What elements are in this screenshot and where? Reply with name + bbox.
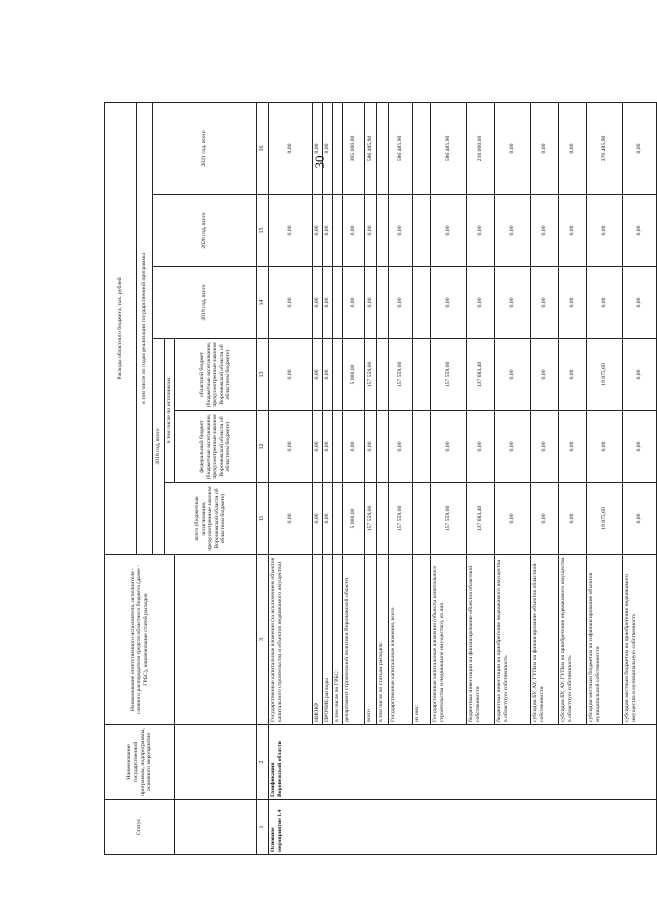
cell-y2021: 586 485,90	[389, 102, 413, 194]
cell-total: 0,00	[323, 483, 333, 555]
row-label: бюджетные инвестиции на приобретение недвижимого имущества в областную собственность	[495, 555, 531, 725]
column-number: 13	[257, 339, 269, 411]
column-number: 11	[257, 483, 269, 555]
column-number: 3	[257, 555, 269, 725]
row-label: Государственные капитальные вложения, всего	[389, 555, 413, 725]
row-label: в том числе по ГРБС:	[333, 555, 343, 725]
cell-y2020: 0,00	[269, 195, 313, 267]
cell-y2019: 0,00	[365, 267, 377, 339]
row-label: Государственные капитальные вложения (объекты капитального строительства и недвижимое имущество), из них	[431, 555, 467, 725]
cell-regional: 0,00	[313, 339, 323, 411]
cell-y2020: 0,00	[313, 195, 323, 267]
row-label: НИОКР	[313, 555, 323, 725]
column-number: 2	[257, 725, 269, 800]
budget-table	[104, 102, 657, 855]
row-label: бюджетные инвестиции на финансирование объектов областной собственности	[467, 555, 495, 725]
header-sources: в том числе по источникам	[165, 339, 175, 483]
header-2020: 2020 год, всего	[153, 195, 257, 267]
cell-federal	[333, 411, 343, 483]
cell-total	[377, 483, 389, 555]
header-status: Статус	[105, 800, 175, 855]
cell-y2020: 0,00	[559, 195, 587, 267]
cell-total: 0,00	[559, 483, 587, 555]
cell-y2019: 0,00	[343, 267, 365, 339]
row-label: в том числе по статьям расходов:	[377, 555, 389, 725]
cell-total: 0,00	[495, 483, 531, 555]
header-executor: Наименование ответственного исполнителя, исполнителя - главного распорядителя средств областного бюджета (далее - ГРБС), наименование статей расходов	[105, 555, 175, 725]
column-number: 12	[257, 411, 269, 483]
cell-total: 0,00	[623, 483, 657, 555]
cell-y2021: 0,00	[559, 102, 587, 194]
cell-federal	[377, 411, 389, 483]
cell-y2020: 0,00	[495, 195, 531, 267]
cell-y2021: 305 000,00	[343, 102, 365, 194]
cell-federal: 0,00	[431, 411, 467, 483]
cell-regional: 157 559,00	[365, 339, 377, 411]
cell-y2020: 0,00	[587, 195, 623, 267]
cell-regional: 5 000,00	[343, 339, 365, 411]
cell-regional: 157 559,00	[431, 339, 467, 411]
cell-y2019: 0,00	[389, 267, 413, 339]
cell-y2021: 586 485,90	[431, 102, 467, 194]
activity-status: Основное мероприятие 1.4	[269, 800, 657, 855]
table-row	[269, 102, 313, 854]
cell-total: 137 683,40	[467, 483, 495, 555]
cell-regional: 0,00	[323, 339, 333, 411]
cell-total: 0,00	[531, 483, 559, 555]
cell-y2019	[377, 267, 389, 339]
cell-regional: 137 683,40	[467, 339, 495, 411]
cell-federal: 0,00	[365, 411, 377, 483]
cell-regional: 0,00	[623, 339, 657, 411]
header-2021: 2021 год, всего	[153, 102, 257, 194]
header-col-federal: федеральный бюджет (бюджетные ассигнования, предусмотренные законом Воронежской области об областном бюджете)	[175, 411, 257, 483]
header-col-regional: областной бюджет (бюджетные ассигнования, предусмотренные законом Воронежской области об областном бюджете)	[175, 339, 257, 411]
cell-y2019: 0,00	[323, 267, 333, 339]
cell-y2019: 0,00	[495, 267, 531, 339]
cell-total	[413, 483, 431, 555]
cell-regional	[333, 339, 343, 411]
cell-y2019: 0,00	[559, 267, 587, 339]
cell-regional	[377, 339, 389, 411]
cell-y2019: 0,00	[431, 267, 467, 339]
header-filler	[175, 725, 257, 800]
column-number: 1	[257, 800, 269, 855]
cell-y2019: 0,00	[623, 267, 657, 339]
cell-federal: 0,00	[531, 411, 559, 483]
header-budget-subgroup: в том числе по годам реализации государственной программы	[137, 102, 153, 554]
header-2019: 2019 год, всего	[153, 267, 257, 339]
budget-table-sheet	[104, 103, 643, 855]
cell-federal: 0,00	[269, 411, 313, 483]
cell-total: 19 875,60	[587, 483, 623, 555]
cell-y2021	[377, 102, 389, 194]
cell-y2021	[413, 102, 431, 194]
cell-y2020: 0,00	[467, 195, 495, 267]
column-number: 16	[257, 102, 269, 194]
cell-regional: 19 875,60	[587, 339, 623, 411]
cell-total: 0,00	[313, 483, 323, 555]
row-label: субсидии местным бюджетам на приобретение недвижимого имущества в муниципальную собственность	[623, 555, 657, 725]
column-number: 14	[257, 267, 269, 339]
cell-y2021: 0,00	[495, 102, 531, 194]
cell-federal: 0,00	[587, 411, 623, 483]
cell-y2019	[333, 267, 343, 339]
cell-y2020: 0,00	[431, 195, 467, 267]
header-2018: 2018 год, всего	[153, 339, 165, 555]
cell-total: 0,00	[269, 483, 313, 555]
cell-y2019: 0,00	[313, 267, 323, 339]
cell-regional: 0,00	[559, 339, 587, 411]
cell-y2020	[333, 195, 343, 267]
cell-y2020: 0,00	[343, 195, 365, 267]
column-number: 15	[257, 195, 269, 267]
header-program-name: Наименование государственной программы, подпрограммы, основного мероприятия	[105, 725, 175, 800]
header-filler	[175, 555, 257, 725]
page-number: 30	[312, 155, 327, 169]
cell-regional	[413, 339, 431, 411]
cell-regional: 0,00	[269, 339, 313, 411]
cell-total: 157 559,00	[389, 483, 413, 555]
row-label: Государственные капитальные вложения (за исключением объектов капитального строительства и объектов недвижимого имущества)	[269, 555, 313, 725]
cell-federal: 0,00	[343, 411, 365, 483]
cell-federal: 0,00	[559, 411, 587, 483]
cell-total: 157 559,00	[431, 483, 467, 555]
cell-federal: 0,00	[389, 411, 413, 483]
cell-federal: 0,00	[495, 411, 531, 483]
cell-y2019: 0,00	[269, 267, 313, 339]
row-label: департамент строительной политики Воронежской области	[343, 555, 365, 725]
cell-y2020: 0,00	[531, 195, 559, 267]
cell-federal: 0,00	[623, 411, 657, 483]
row-label: из них:	[413, 555, 431, 725]
cell-y2020: 0,00	[323, 195, 333, 267]
cell-y2019: 0,00	[467, 267, 495, 339]
cell-y2021	[333, 102, 343, 194]
cell-y2021: 0,00	[269, 102, 313, 194]
cell-y2020: 0,00	[389, 195, 413, 267]
cell-federal: 0,00	[323, 411, 333, 483]
cell-total	[333, 483, 343, 555]
row-label: субсидии местным бюджетам на софинансирование объектов муниципальной собственности	[587, 555, 623, 725]
header-col-total: всего (бюджетные ассигнования, предусмотренные законом Воронежской области об областном бюджете)	[165, 483, 257, 555]
cell-y2021: 0,00	[623, 102, 657, 194]
cell-y2021: 0,00	[531, 102, 559, 194]
header-filler	[175, 800, 257, 855]
cell-y2019	[413, 267, 431, 339]
cell-y2019: 0,00	[587, 267, 623, 339]
row-label: субсидии БУ, АУ, ГУПам на приобретение недвижимого имущества в областную собственность	[559, 555, 587, 725]
cell-y2021: 370 485,90	[587, 102, 623, 194]
cell-y2020: 0,00	[365, 195, 377, 267]
cell-total: 157 559,00	[365, 483, 377, 555]
cell-regional: 0,00	[495, 339, 531, 411]
cell-regional: 0,00	[531, 339, 559, 411]
cell-federal	[413, 411, 431, 483]
row-label: ПРОЧИЕ расходы	[323, 555, 333, 725]
cell-total: 5 000,00	[343, 483, 365, 555]
cell-y2021: 0,00	[323, 102, 333, 194]
cell-y2021: 586 485,90	[365, 102, 377, 194]
cell-y2020: 0,00	[623, 195, 657, 267]
cell-y2021: 216 000,00	[467, 102, 495, 194]
cell-regional: 157 559,00	[389, 339, 413, 411]
row-label: всего	[365, 555, 377, 725]
cell-federal: 0,00	[467, 411, 495, 483]
cell-y2019: 0,00	[531, 267, 559, 339]
row-label: субсидии БУ, АУ, ГУПам на финансирование объектов областной собственности	[531, 555, 559, 725]
cell-y2021: 0,00	[313, 102, 323, 194]
cell-y2020	[413, 195, 431, 267]
cell-federal: 0,00	[313, 411, 323, 483]
cell-y2020	[377, 195, 389, 267]
activity-name: Газификация Воронежской области	[269, 725, 657, 800]
header-budget-group: Расходы областного бюджета, тыс. рублей	[105, 102, 137, 554]
